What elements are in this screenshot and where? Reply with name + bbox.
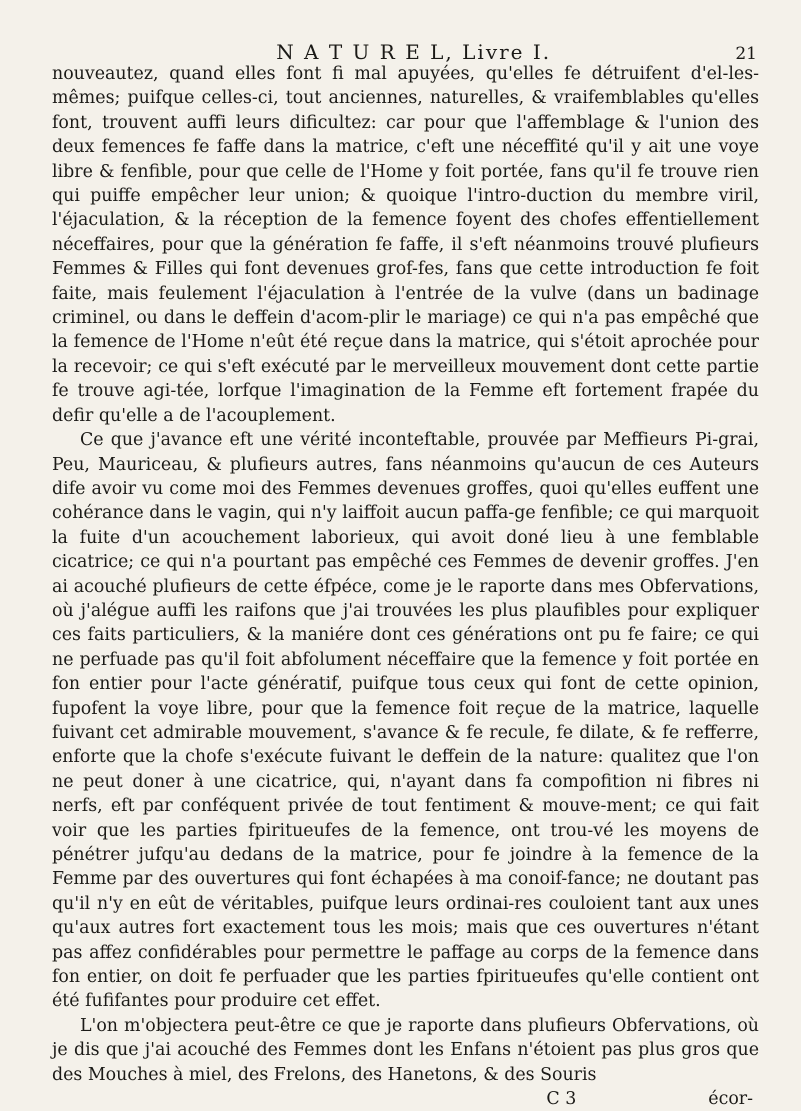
page-footer: [52, 1087, 759, 1111]
paragraph: Ce que j'avance eft une vérité inconteftable, prouvée par Meffieurs Pi-grai, Peu, Mauriceau, & plufieurs autres, fans néanmoins qu'aucun de ces Auteurs dife avoir vu come moi des Femmes devenues groffes, quoi qu'elles euffent une cohérance dans le vagin, qui n'y laiffoit aucun paffa-ge fenfible; ce qui marquoit la fuite d'un acouchement laborieux, qui avoit doné lieu à une femblable cicatrice; ce qui n'a pourtant pas empêché ces Femmes de devenir groffes. J'en ai acouché plufieurs de cette éfpéce, come je le raporte dans mes Obfervations, où j'alégue auffi les raifons que j'ai trouvées les plus plaufibles pour expliquer ces faits particuliers, & la maniére dont ces générations ont pu fe faire; ce qui ne perfuade pas qu'il foit abfolument néceffaire que la femence y foit portée en fon entier pour l'acte génératif, puifque tous ceux qui font de cette opinion, fupofent la voye libre, pour que la femence foit reçue de la matrice, laquelle fuivant cet admirable mouvement, s'avance & fe recule, fe dilate, & fe refferre, enforte que la chofe s'exécute fuivant le deffein de la nature: qualitez que l'on ne peut doner à une cicatrice, qui, n'ayant dans fa compofition ni fibres ni nerfs, eft par conféquent privée de tout fentiment & mouve-ment; ce qui fait voir que les parties fpiritueufes de la femence, ont trou-vé les moyens de pénétrer jufqu'au dedans de la matrice, pour fe joindre à la femence de la Femme par des ouvertures qui font échapées à ma conoif-fance; ne doutant pas qu'il n'y en eût de véritables, puifque leurs ordinai-res couloient tant aux unes qu'aux autres fort exactement tous les mois; mais que ces ouvertures n'étant pas affez confidérables pour permettre le paffage au corps de la femence dans fon entier, on doit fe perfuader que les parties fpiritueufes qu'elle contient ont été fufifantes pour produire cet effet.: [52, 430, 759, 1012]
running-title: N A T U R E L, Livre I.: [276, 40, 552, 64]
running-head: [52, 40, 759, 62]
paragraph: L'on m'objectera peut-être ce que je raporte dans plufieurs Obfervations, où je dis que j'ai acouché des Femmes dont les Enfans n'étoient pas plus gros que des Mouches à miel, des Frelons, des Hanetons, & des Souris: [52, 1015, 759, 1085]
signature-mark: C 3: [546, 1089, 577, 1110]
catchword: écor-: [708, 1089, 753, 1110]
page-number: 21: [735, 44, 757, 64]
body-text: [52, 62, 759, 1087]
paragraph-continued: nouveautez, quand elles font fi mal apuyées, qu'elles fe détruifent d'el-les-mêmes; puifque celles-ci, tout anciennes, naturelles, & vraifemblables qu'elles font, trouvent auffi leurs dificultez: car pour que l'affemblage & l'union des deux femences fe faffe dans la matrice, c'eft une néceffité qu'il y ait une voye libre & fenfible, pour que celle de l'Home y foit portée, fans qu'il fe trouve rien qui puiffe empêcher leur union; & quoique l'intro-duction du membre viril, l'éjaculation, & la réception de la femence foyent des chofes effentiellement néceffaires, pour que la génération fe faffe, il s'eft néanmoins trouvé plufieurs Femmes & Filles qui font devenues grof-fes, fans que cette introduction fe foit faite, mais feulement l'éjaculation à l'entrée de la vulve (dans un badinage criminel, ou dans le deffein d'acom-plir le mariage) ce qui n'a pas empêché que la femence de l'Home n'eût été reçue dans la matrice, qui s'étoit aprochée pour la recevoir; ce qui s'eft exécuté par le merveilleux mouvement dont cette partie fe trouve agi-tée, lorfque l'imagination de la Femme eft fortement frapée du defir qu'elle a de l'acouplement.: [52, 64, 759, 426]
